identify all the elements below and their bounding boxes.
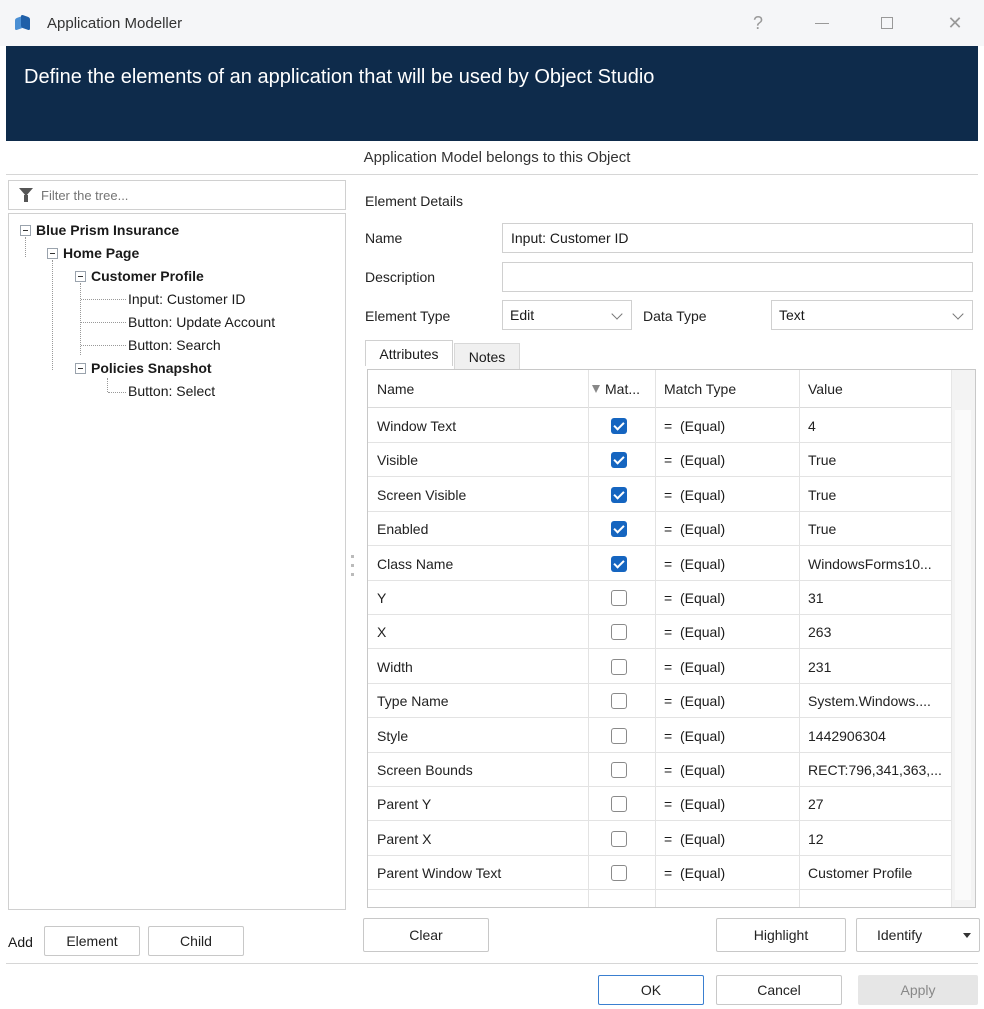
equals-icon: = [664,830,673,847]
dropdown-arrow-icon[interactable] [963,933,971,938]
match-type-cell[interactable]: = (Equal) [664,624,726,641]
equals-icon: = [664,486,673,503]
data-type-value: Text [779,307,805,323]
attribute-value[interactable]: System.Windows.... [808,693,931,710]
match-checkbox[interactable] [611,762,627,778]
attribute-value[interactable]: RECT:796,341,363,... [808,762,942,778]
maximize-icon [881,17,893,29]
tab-attributes[interactable]: Attributes [365,340,453,366]
match-checkbox[interactable] [611,556,627,572]
match-checkbox[interactable] [611,728,627,744]
help-button[interactable]: ? [752,12,763,33]
equals-icon: = [664,727,673,744]
data-type-label: Data Type [643,308,707,324]
match-type-cell[interactable]: = (Equal) [664,727,726,744]
apply-button[interactable]: Apply [858,975,978,1005]
tab-notes[interactable]: Notes [454,343,520,369]
attribute-value[interactable]: 263 [808,624,832,641]
attribute-name: Screen Bounds [377,762,473,778]
vertical-scrollbar[interactable] [951,370,975,907]
match-type-cell[interactable]: = (Equal) [664,658,726,675]
element-type-value: Edit [510,307,535,323]
filter-input[interactable] [41,188,321,203]
attribute-name: Parent X [377,830,432,847]
divider [6,174,978,175]
table-row[interactable] [368,547,951,581]
attribute-name: Parent Y [377,796,432,813]
column-header-value[interactable]: Value [808,381,843,397]
equals-icon: = [664,865,673,882]
attribute-name: Style [377,727,409,744]
element-tree[interactable] [8,213,346,910]
tree-connector [81,322,126,323]
match-type-cell[interactable]: = (Equal) [664,452,726,469]
chevron-down-icon [952,308,963,319]
table-row[interactable] [368,478,951,512]
add-element-button[interactable]: Element [44,926,140,956]
attribute-value[interactable]: 1442906304 [808,727,886,744]
attribute-value[interactable]: 4 [808,418,816,434]
tree-connector [52,260,53,370]
tree-connector [25,237,26,257]
element-type-select[interactable] [502,300,632,330]
grid-header [368,370,951,408]
table-row[interactable] [368,856,951,890]
close-icon: ✕ [947,12,963,33]
table-row[interactable] [368,409,951,443]
column-header-match-type[interactable]: Match Type [664,381,737,397]
match-type-cell[interactable]: = (Equal) [664,521,726,538]
attribute-name: X [377,624,387,641]
tree-node-button-search[interactable]: Button: Search [128,337,221,353]
identify-button[interactable]: Identify [856,918,980,952]
match-type-cell[interactable]: = (Equal) [664,693,726,710]
tree-connector [81,299,126,300]
tree-connector [107,378,108,392]
data-type-select[interactable] [771,300,973,330]
match-checkbox[interactable] [611,693,627,709]
cancel-button[interactable]: Cancel [716,975,842,1005]
equals-icon: = [664,658,673,675]
name-label: Name [365,230,403,246]
table-row[interactable] [368,684,951,718]
collapse-icon[interactable] [47,248,58,259]
column-header-match[interactable]: Mat... [592,370,640,408]
equals-icon: = [664,796,673,813]
tree-node-button-select[interactable]: Button: Select [128,383,216,399]
attribute-value[interactable]: Customer Profile [808,865,913,882]
element-type-label: Element Type [365,308,451,324]
match-checkbox[interactable] [611,590,627,606]
tree-node-customer-profile[interactable]: Customer Profile [75,266,204,286]
window-title: Application Modeller [47,14,183,32]
table-row[interactable] [368,581,951,615]
match-checkbox[interactable] [611,865,627,881]
filter-icon [19,188,33,202]
table-row[interactable] [368,787,951,821]
table-row[interactable] [368,753,951,787]
attribute-name: Parent Window Text [377,865,502,882]
table-row[interactable] [368,512,951,546]
scrollbar-thumb[interactable] [955,410,971,900]
tree-node-input-customer-id[interactable]: Input: Customer ID [128,291,246,307]
close-button[interactable] [930,0,980,46]
equals-icon: = [664,521,673,538]
column-header-name[interactable]: Name [377,381,415,397]
equals-icon: = [664,555,673,572]
attribute-name: Width [377,658,413,675]
attribute-name: Y [377,590,387,606]
table-row[interactable] [368,615,951,649]
add-label: Add [8,934,33,950]
minimize-icon [815,23,829,24]
match-type-cell[interactable]: = (Equal) [664,796,726,813]
attribute-value[interactable]: True [808,452,837,469]
description-field[interactable] [502,262,973,292]
match-checkbox[interactable] [611,659,627,675]
attribute-value[interactable]: 12 [808,830,824,847]
tree-connector [81,345,126,346]
equals-icon: = [664,418,673,434]
filter-box [8,180,346,210]
maximize-button[interactable] [862,0,912,46]
clear-button[interactable]: Clear [363,918,489,952]
chevron-down-icon [611,308,622,319]
tree-connector [108,392,126,393]
tree-node-button-update-account[interactable]: Button: Update Account [128,314,276,330]
belongs-to-label: Application Model belongs to this Object [363,149,631,166]
match-type-cell[interactable]: = (Equal) [664,418,726,434]
match-type-cell[interactable]: = (Equal) [664,555,726,572]
collapse-icon[interactable] [75,363,86,374]
attribute-name: Enabled [377,521,429,538]
match-checkbox[interactable] [611,487,627,503]
attribute-name: Screen Visible [377,486,467,503]
match-type-cell[interactable]: = (Equal) [664,865,726,882]
match-checkbox[interactable] [611,418,627,434]
table-row[interactable] [368,443,951,477]
splitter-handle[interactable] [351,555,354,582]
tree-node-blue-prism-insurance[interactable]: Blue Prism Insurance [20,220,179,240]
header-banner: Define the elements of an application that will be used by Object Studio [6,46,978,141]
attributes-grid[interactable] [367,369,976,908]
equals-icon: = [664,624,673,641]
match-checkbox[interactable] [611,796,627,812]
description-label: Description [365,269,436,285]
filter-arrow-icon [592,385,600,393]
divider [6,963,978,964]
attribute-name: Class Name [377,555,454,572]
table-row[interactable] [368,650,951,684]
add-child-button[interactable]: Child [148,926,244,956]
match-type-cell[interactable]: = (Equal) [664,486,726,503]
title-bar [0,0,984,46]
match-type-cell[interactable]: = (Equal) [664,590,726,606]
tree-node-policies-snapshot[interactable]: Policies Snapshot [75,358,212,378]
equals-icon: = [664,452,673,469]
match-checkbox[interactable] [611,831,627,847]
equals-icon: = [664,590,673,606]
highlight-button[interactable]: Highlight [716,918,846,952]
name-field[interactable]: Input: Customer ID [502,223,973,253]
match-type-cell[interactable]: = (Equal) [664,762,726,778]
tree-node-home-page[interactable]: Home Page [47,243,139,263]
ok-button[interactable]: OK [598,975,704,1005]
match-checkbox[interactable] [611,452,627,468]
collapse-icon[interactable] [75,271,86,282]
table-row[interactable] [368,822,951,856]
minimize-button[interactable] [797,0,847,46]
equals-icon: = [664,762,673,778]
element-details-heading: Element Details [365,193,464,209]
match-checkbox[interactable] [611,624,627,640]
attribute-name: Type Name [377,693,449,710]
attribute-value[interactable]: True [808,486,837,503]
attribute-name: Visible [377,452,418,469]
match-checkbox[interactable] [611,521,627,537]
attribute-value[interactable]: True [808,521,837,538]
match-type-cell[interactable]: = (Equal) [664,830,726,847]
attribute-value[interactable]: 27 [808,796,824,813]
attribute-value[interactable]: 231 [808,658,832,675]
attribute-value[interactable]: WindowsForms10... [808,555,932,572]
collapse-icon[interactable] [20,225,31,236]
equals-icon: = [664,693,673,710]
attribute-name: Window Text [377,418,457,434]
attribute-value[interactable]: 31 [808,590,824,606]
blue-prism-logo-icon [15,15,31,31]
table-row[interactable] [368,719,951,753]
